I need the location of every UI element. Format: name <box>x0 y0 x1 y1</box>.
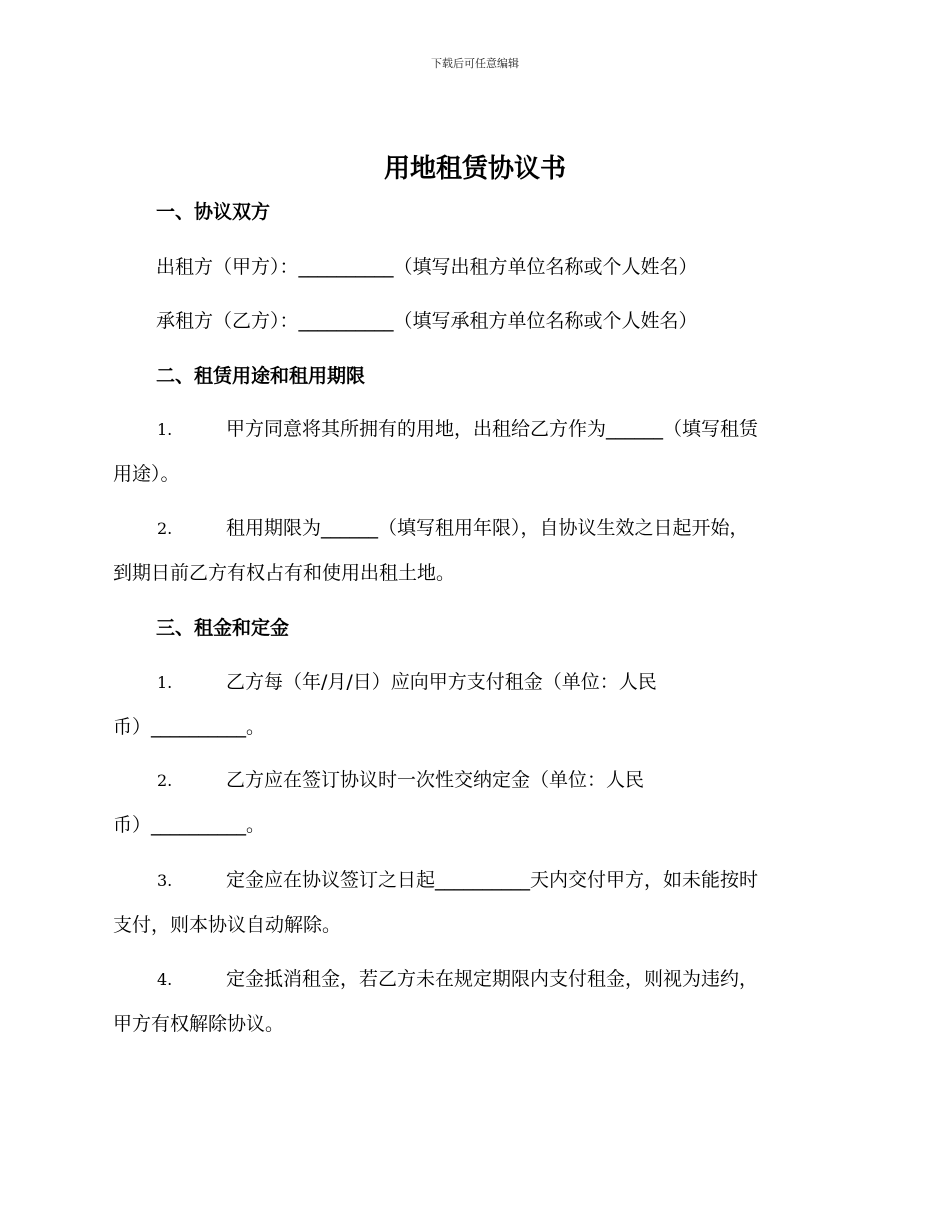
item-text-line2: 到期日前乙方有权占有和使用出租土地。 <box>113 562 456 584</box>
item-number: 1. <box>157 673 173 692</box>
page-header-note: 下载后可任意编辑 <box>431 57 519 70</box>
item-text-line2: 币）__________。 <box>113 716 266 738</box>
item-number: 1. <box>157 420 173 439</box>
section-2-heading: 二、租赁用途和租用期限 <box>156 365 366 387</box>
item-text-line2: 甲方有权解除协议。 <box>113 1013 285 1035</box>
document-title: 用地租赁协议书 <box>383 154 566 184</box>
item-text-line1: 租用期限为______（填写租用年限），自协议生效之日起开始， <box>226 517 749 539</box>
item-number: 3. <box>157 871 173 890</box>
item-number: 4. <box>157 970 173 989</box>
section-3-item <box>113 758 835 848</box>
section-3-heading: 三、租金和定金 <box>156 617 290 639</box>
section-3-item <box>113 660 835 750</box>
section-2-item <box>113 506 835 596</box>
item-text-line1: 甲方同意将其所拥有的用地，出租给乙方作为______（填写租赁 <box>226 418 759 440</box>
item-text-line1: 乙方每（年/月/日）应向甲方支付租金（单位：人民 <box>226 671 657 693</box>
item-text-line1: 定金应在协议签订之日起__________天内交付甲方，如未能按时 <box>226 869 759 891</box>
item-text-line2: 币）__________。 <box>113 814 266 836</box>
party-a-line: 出租方（甲方）：__________（填写出租方单位名称或个人姓名） <box>156 256 698 278</box>
party-b-line: 承租方（乙方）：__________（填写承租方单位名称或个人姓名） <box>156 310 698 332</box>
item-text-line1: 乙方应在签订协议时一次性交纳定金（单位：人民 <box>226 769 645 791</box>
item-number: 2. <box>157 519 173 538</box>
section-1-heading: 一、协议双方 <box>156 201 271 223</box>
section-3-item <box>113 858 835 948</box>
item-number: 2. <box>157 771 173 790</box>
section-3-item <box>113 957 835 1047</box>
item-text-line2: 用途）。 <box>113 463 180 485</box>
item-text-line1: 定金抵消租金，若乙方未在规定期限内支付租金，则视为违约， <box>226 968 759 990</box>
item-text-line2: 支付，则本协议自动解除。 <box>113 914 342 936</box>
section-2-item <box>113 407 835 497</box>
